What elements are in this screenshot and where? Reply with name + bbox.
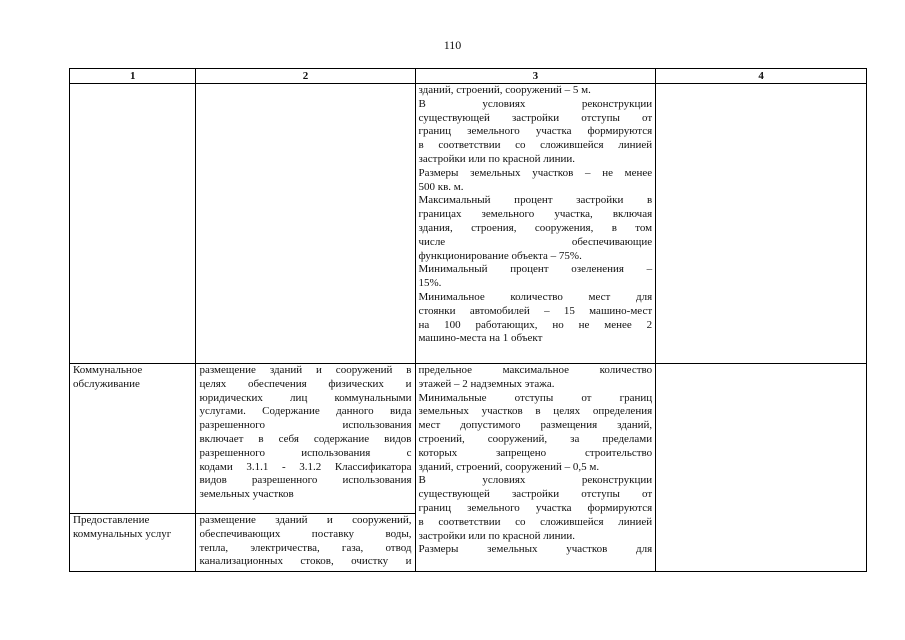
text-line: строений, сооружений, за пределами: [418, 432, 653, 445]
text-line: земельных участков: [199, 488, 294, 501]
text-line: размещение зданий и сооружений,: [199, 514, 412, 526]
text-line: в соответствии со сложившейся линией: [418, 515, 653, 528]
text-line: Коммунальное: [73, 364, 143, 376]
row2-col2: [196, 364, 415, 514]
text-line: размещение зданий и сооружений в: [199, 364, 412, 376]
table-row: [70, 364, 867, 514]
page-number: 110: [443, 38, 462, 52]
zoning-table: [69, 68, 867, 572]
text-line: включает в себя содержание видов: [199, 432, 412, 445]
text-line: существующей застройки отступы от: [418, 111, 653, 124]
header-col-2: 2: [196, 69, 415, 84]
text-line: канализационных стоков, очистку и: [199, 555, 412, 568]
text-line: здания, строения, сооружения, в том: [418, 221, 653, 234]
text-line: в соответствии со сложившейся линией: [418, 139, 653, 152]
merged-col3: [415, 364, 656, 572]
header-col-1: 1: [70, 69, 196, 84]
text-line: которых запрещено строительство: [418, 446, 653, 459]
text-line: границ земельного участка формируются: [418, 501, 653, 514]
row1-col4: [656, 84, 867, 364]
text-line: зданий, строений, сооружений – 5 м.: [418, 84, 591, 96]
text-line: 15%.: [418, 277, 442, 290]
text-line: машино-места на 1 объект: [418, 332, 543, 345]
text-line: на 100 работающих, но не менее 2: [418, 318, 653, 331]
text-line: существующей застройки отступы от: [418, 488, 653, 501]
text-line: границах земельного участка, включая: [418, 208, 653, 221]
text-line: целях обеспечения физических и: [199, 377, 412, 390]
text-line: обеспечивающих поставку воды,: [199, 527, 412, 540]
row1-col1: [70, 84, 196, 364]
row3-col1: [70, 514, 196, 572]
text-line: этажей – 2 надземных этажа.: [418, 377, 555, 390]
text-line: разрешенного использования с: [199, 446, 412, 459]
text-line: В условиях реконструкции: [418, 97, 653, 110]
text-line: функционирование объекта – 75%.: [418, 249, 582, 262]
text-line: разрешенного использования: [199, 419, 412, 432]
text-line: Размеры земельных участков для: [418, 543, 653, 556]
text-line: Минимальный процент озеленения –: [418, 263, 653, 276]
text-line: кодами 3.1.1 - 3.1.2 Классификатора: [199, 460, 412, 473]
header-col-4: 4: [656, 69, 867, 84]
merged-col4: [656, 364, 867, 572]
text-line: Минимальное количество мест для: [418, 290, 653, 303]
text-line: застройки или по красной линии.: [418, 152, 576, 165]
text-line: стоянки автомобилей – 15 машино-мест: [418, 304, 653, 317]
row3-col2: [196, 514, 415, 572]
text-line: границ земельного участка формируются: [418, 125, 653, 138]
text-line: видов разрешенного использования: [199, 474, 412, 487]
text-line: мест допустимого размещения зданий,: [418, 419, 653, 432]
table-row: [70, 84, 867, 364]
header-col-3: 3: [415, 69, 656, 84]
text-line: тепла, электричества, газа, отвод: [199, 541, 412, 554]
text-line: В условиях реконструкции: [418, 474, 653, 487]
text-line: 500 кв. м.: [418, 180, 464, 193]
row1-col3: [415, 84, 656, 364]
header-row: [70, 69, 867, 84]
text-line: Минимальные отступы от границ: [418, 391, 653, 404]
text-line: Предоставление: [73, 514, 150, 526]
row1-col2: [196, 84, 415, 364]
text-line: услугами. Содержание данного вида: [199, 405, 412, 418]
text-line: числе обеспечивающие: [418, 235, 653, 248]
text-line: Размеры земельных участков – не менее: [418, 166, 653, 179]
row2-col1: [70, 364, 196, 514]
text-line: коммунальных услуг: [73, 527, 172, 540]
text-line: застройки или по красной линии.: [418, 529, 576, 542]
text-line: юридических лиц коммунальными: [199, 391, 412, 404]
text-line: земельных участков в целях определения: [418, 405, 653, 418]
text-line: предельное максимальное количество: [418, 364, 653, 376]
text-line: зданий, строений, сооружений – 0,5 м.: [418, 460, 600, 473]
text-line: Максимальный процент застройки в: [418, 194, 653, 207]
text-line: обслуживание: [73, 377, 140, 390]
